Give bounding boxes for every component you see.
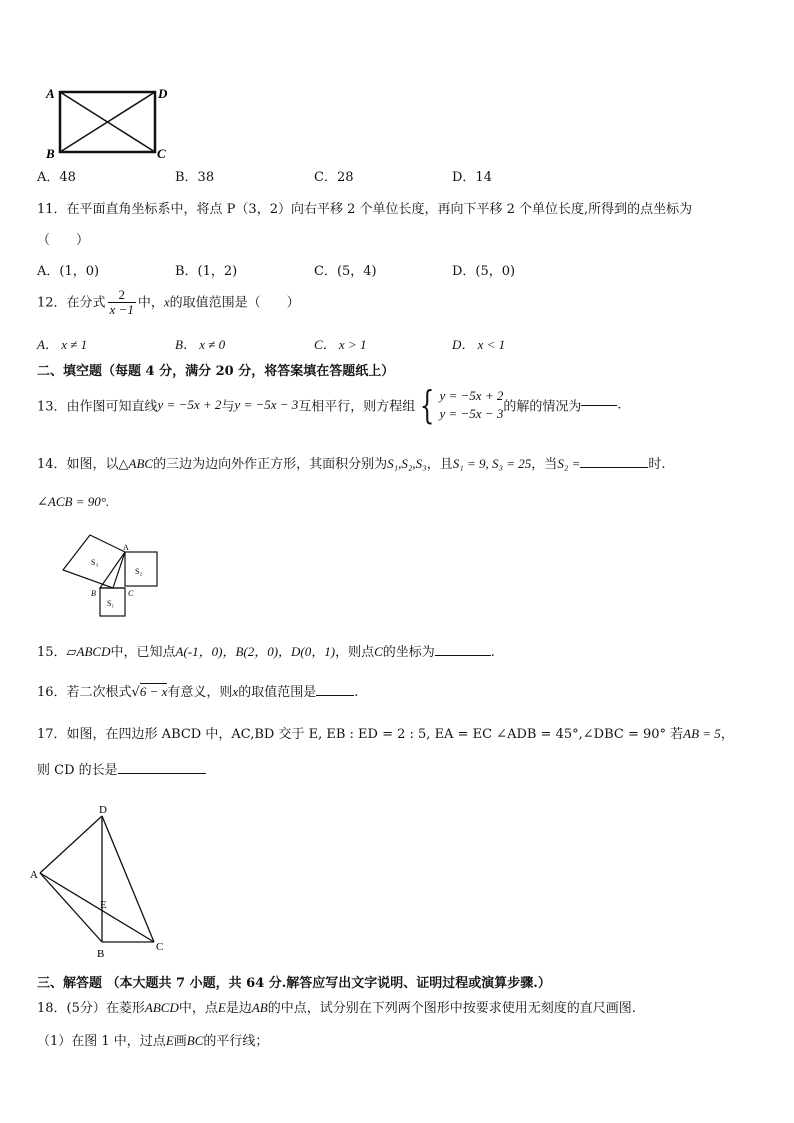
q17-stem: 17．如图，在四边形 ABCD 中，AC,BD 交于 E, EB : ED = 2 : 5, EA = EC ∠ADB = 45°,∠DBC = 90° 若AB = 5，	[37, 726, 734, 742]
label-s2: S₂	[135, 567, 143, 576]
rectangle-figure	[40, 80, 180, 165]
section2-heading: 二、填空题（每题 4 分，满分 20 分，将答案填在答题纸上）	[37, 364, 395, 379]
q13-system: y = −5x + 2 y = −5x − 3	[439, 388, 504, 421]
q17-question: 则 CD 的长是	[37, 759, 206, 778]
q14-angle: ∠ACB = 90°.	[37, 494, 110, 509]
q11-paren: （ ）	[37, 233, 90, 248]
q13-stem: 13．由作图可知直线y = −5x + 2与y = −5x − 3互相平行，则方程组 { y = −5x + 2 y = −5x − 3的解的情况为 .	[37, 383, 622, 427]
label-a: A	[30, 869, 38, 881]
label-s1: S₁	[107, 599, 115, 608]
q11-option-b: B．(1，2)	[175, 264, 238, 279]
quadrilateral-figure	[30, 800, 170, 960]
label-e: E	[100, 899, 107, 911]
q18-sub1: （1）在图 1 中，过点E画BC的平行线；	[37, 1033, 269, 1049]
label-b: B	[46, 146, 55, 161]
q12-option-d: D． x < 1	[452, 337, 506, 352]
q12-option-b: B． x ≠ 0	[175, 337, 226, 352]
q11-option-c: C．(5，4)	[314, 264, 377, 279]
q10-option-d: D．14	[452, 170, 492, 185]
q16-stem: 16．若二次根式√6 − x有意义，则x的取值范围是 .	[37, 684, 359, 700]
q11-option-a: A．(1，0)	[37, 264, 100, 279]
label-c: C	[157, 146, 166, 161]
q15-stem: 15．▱ABCD中，已知点A(-1，0)，B(2，0)，D(0，1)，则点C的坐标为 .	[37, 644, 495, 660]
q12-fraction: $\frac{2}{x -1}$	[109, 287, 134, 318]
q18-stem: 18．(5分）在菱形ABCD中，点E是边AB的中点，试分别在下列两个图形中按要求使用无刻度的直尺画图.	[37, 1000, 636, 1016]
label-a: A	[46, 86, 55, 101]
label-b: B	[91, 589, 96, 598]
q12-option-a: A． x ≠ 1	[37, 337, 88, 352]
q12-stem: 12．在分式 $\frac{2}{x -1}$ 中，x的取值范围是（ ）	[37, 287, 300, 318]
label-s3: S₃	[91, 558, 99, 567]
q11-stem: 11．在平面直角坐标系中，将点 P（3，2）向右平移 2 个单位长度，再向下平移 2 个单位长度,所得到的点坐标为	[37, 202, 693, 217]
label-c: C	[128, 589, 134, 598]
label-c: C	[156, 941, 164, 953]
q10-option-c: C．28	[314, 170, 354, 185]
q11-option-d: D．(5，0)	[452, 264, 516, 279]
q14-stem: 14．如图，以△ABC的三边为边向外作正方形，其面积分别为S₁,S₂,S₃，且S₁ = 9, S₃ = 25，当S₂ = 时.	[37, 456, 666, 472]
label-a: A	[123, 543, 129, 552]
label-d: D	[99, 804, 107, 816]
label-d: D	[158, 86, 168, 101]
squares-figure	[55, 530, 170, 622]
section3-heading: 三、解答题 （本大题共 7 小题，共 64 分.解答应写出文字说明、证明过程或演算步骤.）	[37, 976, 551, 991]
label-b: B	[97, 948, 105, 960]
q10-option-b: B．38	[175, 170, 215, 185]
q10-option-a: A．48	[37, 170, 76, 185]
q12-option-c: C． x > 1	[314, 337, 367, 352]
